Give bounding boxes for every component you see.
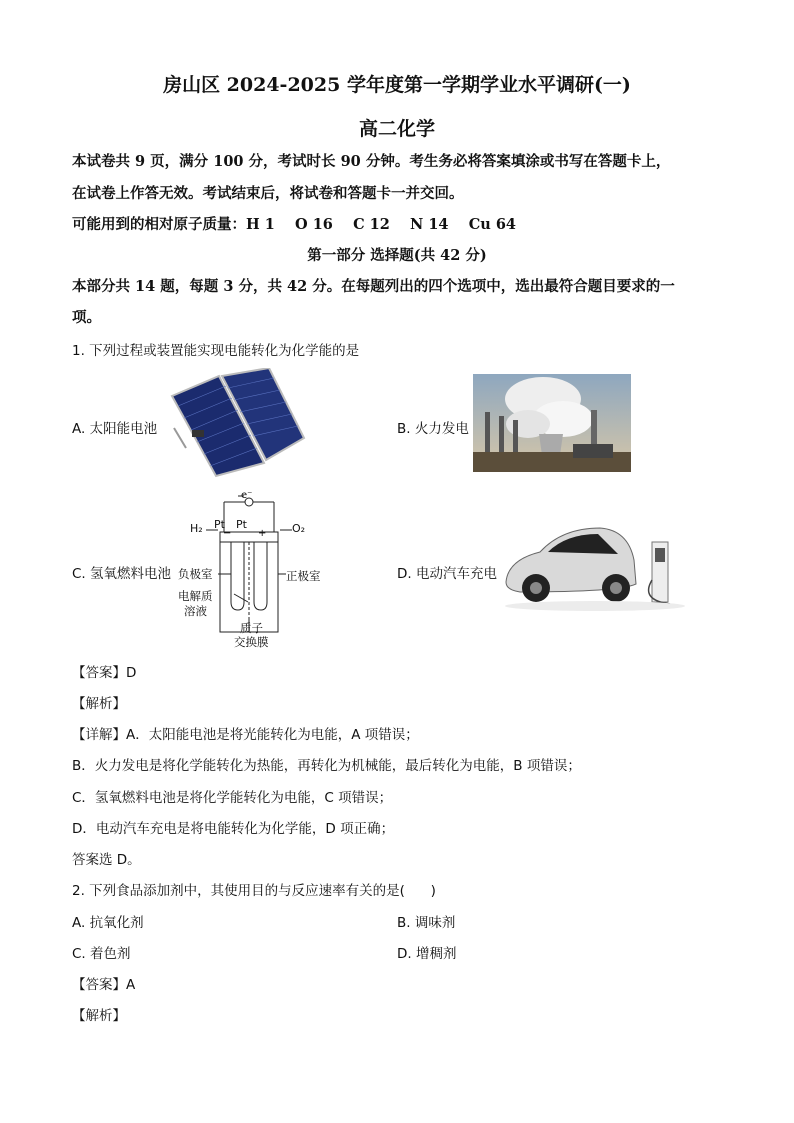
q2-option-c: C. 着色剂 [72, 946, 131, 962]
q1-detail-line-4: D．电动汽车充电是将电能转化为化学能，D 项正确； [72, 821, 395, 837]
q2-option-a: A. 抗氧化剂 [72, 915, 144, 931]
q1-detail-line-1: 【详解】A．太阳能电池是将光能转化为电能，A 项错误； [72, 727, 419, 743]
fuel-cell-diagram [178, 490, 328, 650]
plus-sign: + [258, 528, 267, 539]
q1-option-a: A. 太阳能电池 [72, 421, 158, 437]
thermal-power-plant-image [473, 374, 631, 472]
q1-option-b: B. 火力发电 [397, 421, 469, 437]
minus-sign: − [223, 528, 232, 539]
part1-desc-line-2: 项。 [72, 309, 101, 326]
q1-analysis-label: 【解析】 [72, 696, 126, 712]
electric-car-charging-image [500, 520, 690, 612]
q1-stem: 1. 下列过程或装置能实现电能转化为化学能的是 [72, 343, 360, 359]
instructions-line-1: 本试卷共 9 页，满分 100 分，考试时长 90 分钟。考生务必将答案填涂或书写在答题卡上， [72, 153, 671, 170]
q2-option-d: D. 增稠剂 [397, 946, 457, 962]
q1-detail-line-3: C．氢氧燃料电池是将化学能转化为电能，C 项错误； [72, 790, 393, 806]
pt-left-label: Pt [214, 518, 225, 531]
membrane-label-1: 质子 [240, 621, 263, 635]
pt-right-label: Pt [236, 518, 247, 531]
q1-option-d: D. 电动汽车充电 [397, 566, 497, 582]
q1-answer: 【答案】D [72, 665, 137, 681]
electron-label: e⁻ [241, 490, 253, 501]
part1-heading: 第一部分 选择题(共 42 分) [307, 247, 487, 264]
h2-label: H₂ [190, 522, 203, 535]
o2-label: O₂ [292, 522, 306, 535]
q2-option-b: B. 调味剂 [397, 915, 456, 931]
negative-chamber-label: 负极室 [178, 567, 213, 581]
page-title: 房山区 2024-2025 学年度第一学期学业水平调研(一) [163, 74, 631, 96]
positive-chamber-label: 正极室 [286, 569, 321, 583]
q1-option-c: C. 氢氧燃料电池 [72, 566, 172, 582]
atomic-mass-line: 可能用到的相对原子质量：H 1 O 16 C 12 N 14 Cu 64 [72, 216, 517, 233]
solar-panel-image [164, 368, 314, 478]
q2-analysis-label: 【解析】 [72, 1008, 126, 1024]
instructions-line-2: 在试卷上作答无效。考试结束后，将试卷和答题卡一并交回。 [72, 185, 464, 202]
electrolyte-label-2: 溶液 [184, 604, 207, 618]
q1-detail-line-2: B．火力发电是将化学能转化为热能，再转化为机械能，最后转化为电能，B 项错误； [72, 758, 581, 774]
q2-stem: 2. 下列食品添加剂中，其使用目的与反应速率有关的是( ) [72, 883, 436, 899]
q2-answer: 【答案】A [72, 977, 136, 993]
q1-detail-line-5: 答案选 D。 [72, 852, 141, 868]
page-subtitle: 高二化学 [358, 118, 435, 140]
electrolyte-label-1: 电解质 [178, 589, 213, 603]
membrane-label-2: 交换膜 [234, 635, 269, 649]
part1-desc-line-1: 本部分共 14 题，每题 3 分，共 42 分。在每题列出的四个选项中，选出最符合题目要求的一 [72, 278, 675, 295]
